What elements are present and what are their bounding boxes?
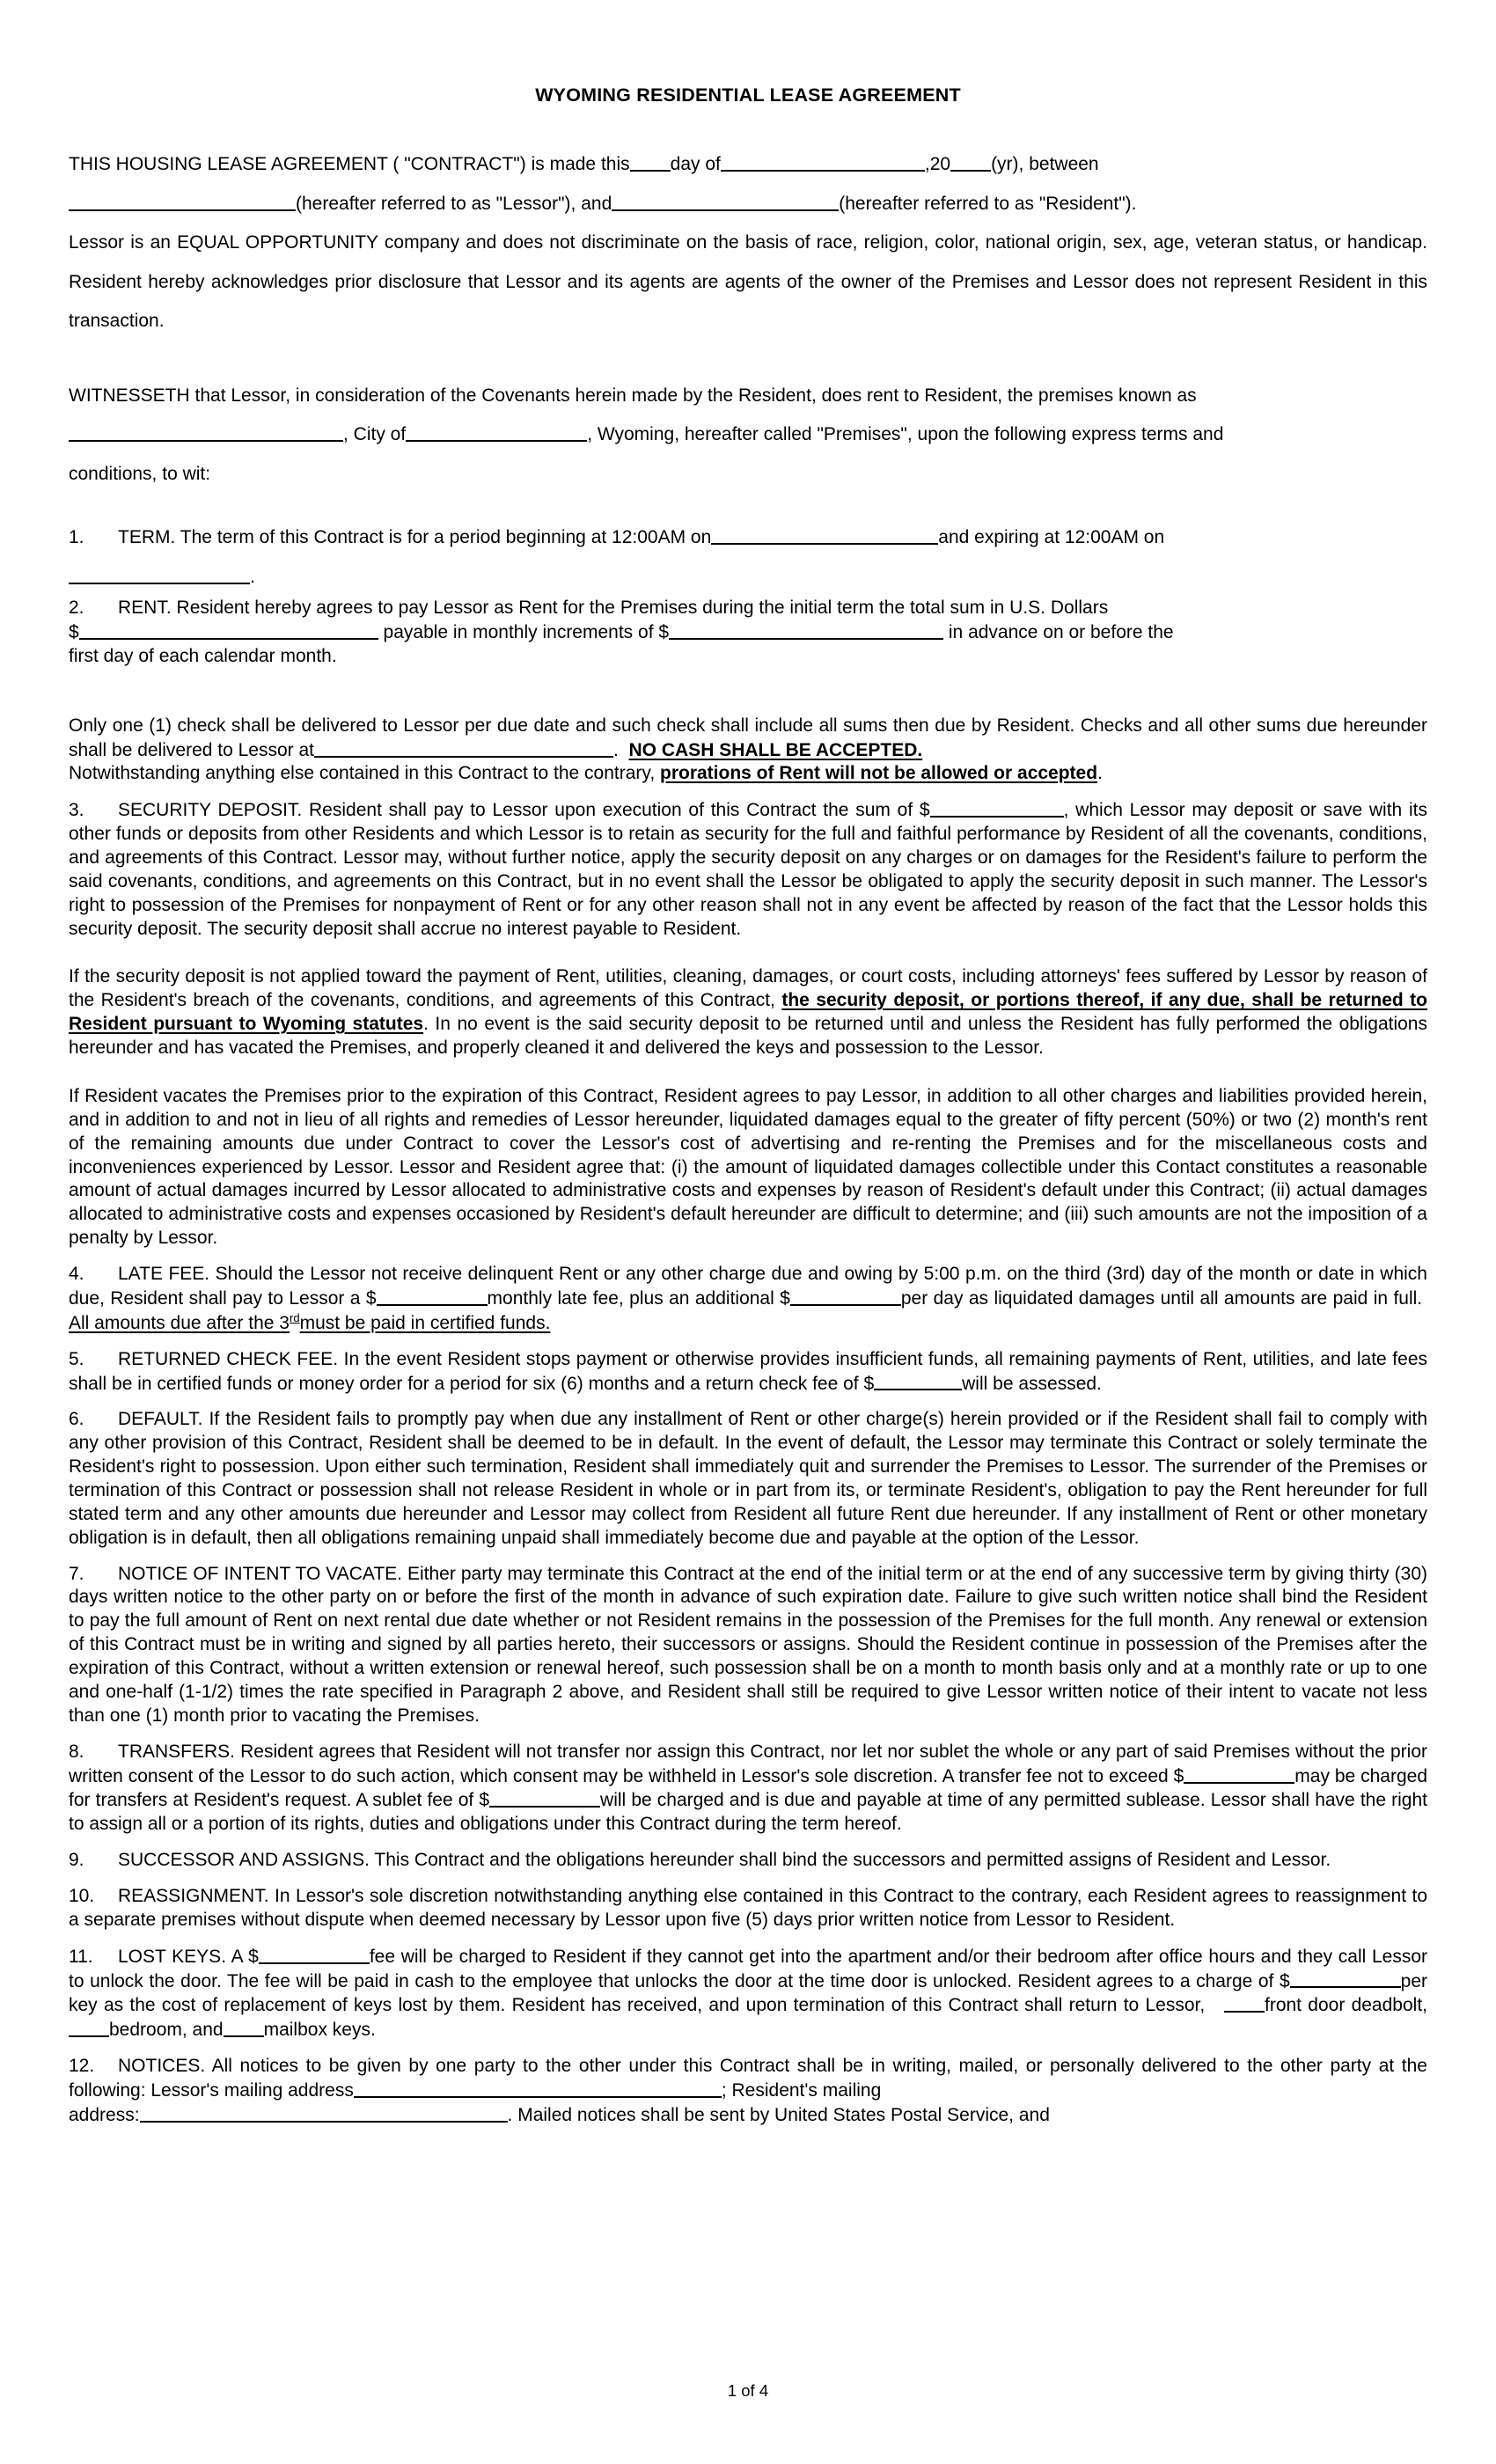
day-blank[interactable] bbox=[630, 152, 671, 172]
intro-p1-part-b: day of bbox=[670, 154, 721, 174]
intro-p1-part-a: THIS HOUSING LEASE AGREEMENT ( "CONTRACT") is made this bbox=[69, 154, 630, 174]
section-2-text-d: in advance on or before the bbox=[948, 621, 1174, 642]
certified-funds-notice-b: must be paid in certified funds. bbox=[299, 1312, 551, 1333]
section-11-text-f: mailbox keys. bbox=[263, 2020, 376, 2041]
prorations-paragraph bbox=[69, 762, 1427, 786]
prorations-notice: prorations of Rent will not be allowed or accepted bbox=[660, 763, 1098, 784]
section-12-number: 12. bbox=[69, 2055, 95, 2076]
section-12-text-b: ; Resident's mailing bbox=[721, 2079, 882, 2101]
monthly-rent-blank[interactable] bbox=[669, 620, 943, 640]
month-blank[interactable] bbox=[721, 152, 925, 172]
section-8-title: TRANSFERS. bbox=[118, 1741, 236, 1762]
section-12-notices-cont bbox=[69, 2103, 1427, 2128]
premises-paragraph bbox=[69, 415, 1427, 455]
section-9-number: 9. bbox=[69, 1850, 84, 1871]
section-1-term bbox=[69, 518, 1427, 558]
section-3-number: 3. bbox=[69, 800, 84, 821]
section-3-text-b: , which Lessor may deposit or save with its other funds or deposits from other Residents and which Lessor is to retain as security for the full and faithful performance by Resident of all the covenants, conditions, and agreements of this Contract. Lessor may, without further notice, apply the security deposit on any charges or on damages for the Resident's failure to perform the said covenants, conditions, and agreements on this Contract, but in no event shall the Lessor be obligated to apply the security deposit in such manner. The Lessor's right to possession of the Premises for nonpayment of Rent or for any other reason shall not in any event be affected by reason of the fact that the Lessor holds this security deposit. The security deposit shall accrue no interest payable to Resident. bbox=[69, 800, 1427, 939]
term-begin-blank[interactable] bbox=[711, 525, 938, 545]
mailbox-key-count-blank[interactable] bbox=[224, 2018, 264, 2037]
conditions-line: conditions, to wit: bbox=[69, 463, 211, 484]
section-2-title: RENT. bbox=[118, 598, 172, 619]
section-3-security-deposit bbox=[69, 798, 1427, 941]
equal-opportunity-paragraph: Lessor is an EQUAL OPPORTUNITY company and does not discriminate on the basis of race, religion, color, national origin, sex, age, veteran status, or handicap. Resident hereby acknowledges prior disclosure that Lessor and its agents are agents of the owner of the Premises and Lessor does not represent Resident in this transaction. bbox=[69, 232, 1427, 332]
certified-funds-notice-a: All amounts due after the 3 bbox=[69, 1312, 290, 1333]
section-4-number: 4. bbox=[69, 1264, 84, 1285]
section-9-title: SUCCESSOR AND ASSIGNS. bbox=[118, 1850, 370, 1871]
security-deposit-blank[interactable] bbox=[930, 798, 1064, 818]
delivery-address-blank[interactable] bbox=[314, 738, 613, 758]
section-3-title: SECURITY DEPOSIT. bbox=[118, 800, 303, 821]
premises-address-blank[interactable] bbox=[69, 422, 343, 442]
section-5-text-b: will be assessed. bbox=[962, 1373, 1102, 1394]
intro-p2-part-a: (hereafter referred to as "Lessor"), and bbox=[296, 193, 612, 214]
section-10-reassignment bbox=[69, 1885, 1427, 1932]
term-end-blank[interactable] bbox=[69, 565, 250, 584]
section-8-number: 8. bbox=[69, 1741, 84, 1762]
deadbolt-key-count-blank[interactable] bbox=[1224, 1993, 1265, 2013]
section-7-notice-of-intent-to-vacate bbox=[69, 1563, 1427, 1728]
transfer-fee-blank[interactable] bbox=[1184, 1764, 1294, 1784]
deposit-return-text-b: . In no event is the said security deposit to be returned until and unless the Resident has fully performed the obligations hereunder and has vacated the Premises, and properly cleaned it and delivered the keys and possession to the Lessor. bbox=[69, 1014, 1427, 1059]
late-fee-blank[interactable] bbox=[377, 1287, 488, 1306]
deposit-return-underlined: the security deposit, or portions thereof, if any due, shall be returned to Resident pursuant to Wyoming statutes bbox=[69, 990, 1428, 1035]
deposit-return-paragraph bbox=[69, 965, 1427, 1060]
intro-p2-part-b: (hereafter referred to as "Resident"). bbox=[839, 193, 1137, 214]
section-10-title: REASSIGNMENT. bbox=[118, 1885, 269, 1906]
section-4-text-b: monthly late fee, plus an additional $ bbox=[487, 1287, 790, 1309]
section-2-text-c: payable in monthly increments of $ bbox=[383, 621, 670, 642]
section-2-rent bbox=[69, 597, 1427, 620]
section-11-text-c: per key as the cost of replacement of keys lost by them. Resident has received, and upon termination of this Contract shall return to Lessor, bbox=[69, 1970, 1427, 2016]
section-2-number: 2. bbox=[69, 598, 84, 619]
resident-name-blank[interactable] bbox=[612, 192, 839, 211]
section-6-title: DEFAULT. bbox=[118, 1409, 203, 1430]
section-4-late-fee bbox=[69, 1263, 1427, 1336]
page-footer: 1 of 4 bbox=[727, 2381, 769, 2400]
section-1-title: TERM. bbox=[118, 527, 176, 548]
section-4-title: LATE FEE. bbox=[118, 1264, 210, 1285]
deposit-return-text-a: If the security deposit is not applied toward the payment of Rent, utilities, cleaning, damages, or court costs, including attorneys' fees suffered by Lessor by reason of the Resident's breach of the covenants, conditions, and agreements of this Contract, bbox=[69, 966, 1427, 1011]
witnesseth-paragraph: WITNESSETH that Lessor, in consideration of the Covenants herein made by the Resident, does rent to Resident, the premises known as bbox=[69, 385, 1197, 406]
section-3-text-a: Resident shall pay to Lessor upon execution of this Contract the sum of $ bbox=[309, 800, 930, 821]
total-rent-blank[interactable] bbox=[79, 620, 378, 640]
no-cash-notice: NO CASH SHALL BE ACCEPTED. bbox=[628, 739, 923, 760]
section-1-text-c: . bbox=[250, 566, 255, 587]
section-2-dollar: $ bbox=[69, 621, 79, 642]
intro-p1-part-c: ,20 bbox=[924, 154, 951, 174]
check-text-d: . bbox=[1097, 763, 1103, 784]
check-text-b: . bbox=[613, 739, 619, 760]
section-7-title: NOTICE OF INTENT TO VACATE. bbox=[118, 1563, 403, 1584]
intro-p1-part-d: (yr), between bbox=[991, 154, 1099, 174]
section-2-rent-line2 bbox=[69, 620, 1427, 645]
section-11-text-d: front door deadbolt, bbox=[1265, 1995, 1427, 2016]
intro-paragraph-1 bbox=[69, 145, 1427, 185]
returned-check-fee-blank[interactable] bbox=[874, 1372, 962, 1391]
section-11-text-e: bedroom, and bbox=[109, 2020, 224, 2041]
section-5-returned-check-fee bbox=[69, 1348, 1427, 1397]
section-6-number: 6. bbox=[69, 1409, 84, 1430]
lost-key-fee-blank[interactable] bbox=[259, 1945, 370, 1964]
intro-paragraph-2 bbox=[69, 185, 1427, 224]
section-11-text-b: fee will be charged to Resident if they cannot get into the apartment and/or their bedroom after office hours and they call Lessor to unlock the door. The fee will be paid in cash to the employee that unlocks the door at the time door is unlocked. Resident agrees to a charge of $ bbox=[69, 1946, 1428, 1991]
section-5-number: 5. bbox=[69, 1348, 84, 1369]
section-8-text-a: Resident agrees that Resident will not transfer nor assign this Contract, nor let nor sublet the whole or any part of said Premises without the prior written consent of the Lessor to do such action, which consent may be withheld in Lessor's sole discretion. A transfer fee not to exceed $ bbox=[69, 1741, 1427, 1786]
section-4-text-c: per day as liquidated damages until all amounts are paid in full. bbox=[900, 1287, 1423, 1309]
resident-mailing-address-blank[interactable] bbox=[140, 2103, 508, 2123]
liquidated-damages-paragraph: If Resident vacates the Premises prior to the expiration of this Contract, Resident agrees to pay Lessor, in addition to all other charges and liabilities provided herein, and in addition to and not in lieu of all rights and remedies of Lessor hereunder, liquidated damages equal to the greater of fifty percent (50%) or two (2) month's rent of the remaining amounts due under Contract to cover the Lessor's cost of advertising and re-renting the Premises and for the miscellaneous costs and inconveniences experienced by Lessor. Lessor and Resident agree that: (i) the amount of liquidated damages collectible under this Contact constitutes a reasonable amount of actual damages incurred by Lessor allocated to administrative costs and expenses by reason of Resident's default under this Contract; (ii) actual damages allocated to administrative costs and expenses occasioned by Resident's default hereunder are difficult to determine; and (iii) such amounts are not the imposition of a penalty by Lessor. bbox=[69, 1085, 1427, 1249]
check-text-a: Only one (1) check shall be delivered to Lessor per due date and such check shall include all sums then due by Resident. Checks and all other sums due hereunder shall be delivered to Lessor at bbox=[69, 715, 1427, 760]
section-11-number: 11. bbox=[69, 1946, 93, 1967]
section-8-transfers bbox=[69, 1741, 1427, 1837]
section-2-text-a: Resident hereby agrees to pay Lessor as Rent for the Premises during the initial term the total sum in U.S. Dollars bbox=[176, 598, 1109, 619]
lessor-mailing-address-blank[interactable] bbox=[354, 2079, 722, 2098]
section-2-rent-line3: first day of each calendar month. bbox=[69, 645, 337, 666]
section-7-text: Either party may terminate this Contract at the end of the initial term or at the end of any successive term by giving thirty (30) days written notice to the other party on or before the first of the month in advance of such expiration date. Failure to give such written notice shall bind the Resident to pay the full amount of Rent on next rental due date whether or not Resident remains in the possession of the Premises for the full month. Any renewal or extension of this Contract must be in writing and signed by all parties hereto, their successors or assigns. Should the Resident continue in possession of the Premises after the expiration of this Contract, without a written extension or renewal hereof, such possession shall be on a month to month basis only and at a monthly rate or up to one and one-half (1-1/2) times the rate specified in Paragraph 2 above, and Resident shall still be required to give Lessor written notice of their intent to vacate not less than one (1) month prior to vacating the Premises. bbox=[69, 1563, 1427, 1726]
section-1-text-a: The term of this Contract is for a period beginning at 12:00AM on bbox=[180, 527, 712, 548]
section-8-text-b: may be charged for transfers at Resident's request. A sublet fee of $ bbox=[69, 1765, 1428, 1811]
bedroom-key-count-blank[interactable] bbox=[69, 2018, 109, 2037]
section-4-text-a: Should the Lessor not receive delinquent Rent or any other charge due and owing by 5:00 p.m. on the third (3rd) day of the month or date in which due, Resident shall pay to Lessor a $ bbox=[69, 1264, 1427, 1309]
section-1-number: 1. bbox=[69, 527, 84, 548]
section-8-text-c: will be charged and is due and payable at time of any permitted sublease. Lessor shall have the right to assign all or a portion of its rights, duties and obligations under this Contract during the term hereof. bbox=[69, 1790, 1427, 1835]
section-12-text-d: . Mailed notices shall be sent by United States Postal Service, and bbox=[507, 2104, 1050, 2125]
section-10-number: 10. bbox=[69, 1885, 95, 1906]
section-11-title: LOST KEYS. bbox=[118, 1946, 227, 1967]
page-title: WYOMING RESIDENTIAL LEASE AGREEMENT bbox=[535, 84, 961, 106]
section-11-lost-keys bbox=[69, 1945, 1427, 2042]
section-1-term-cont bbox=[69, 558, 1427, 598]
section-12-notices bbox=[69, 2055, 1427, 2103]
premises-city-blank[interactable] bbox=[406, 422, 587, 442]
section-11-text-a: A $ bbox=[231, 1946, 259, 1967]
section-5-title: RETURNED CHECK FEE. bbox=[118, 1348, 339, 1369]
section-6-default bbox=[69, 1408, 1427, 1550]
section-5-text-a: In the event Resident stops payment or otherwise provides insufficient funds, all remaining payments of Rent, utilities, and late fees shall be in certified funds or money order for a period for six (6) months and a return check fee of $ bbox=[69, 1348, 1427, 1394]
section-9-text: This Contract and the obligations hereunder shall bind the successors and permitted assigns of Resident and Lessor. bbox=[374, 1850, 1331, 1871]
section-10-text: In Lessor's sole discretion notwithstanding anything else contained in this Contract to the contrary, each Resident agrees to reassignment to a separate premises without dispute when deemed necessary by Lessor upon five (5) days prior written notice from Lessor to Resident. bbox=[69, 1885, 1428, 1930]
year-blank[interactable] bbox=[950, 152, 991, 172]
ordinal-suffix: rd bbox=[290, 1310, 300, 1324]
key-replacement-fee-blank[interactable] bbox=[1290, 1969, 1401, 1989]
section-9-successor-and-assigns bbox=[69, 1849, 1427, 1873]
section-12-text-c: address: bbox=[69, 2104, 140, 2125]
daily-late-fee-blank[interactable] bbox=[790, 1287, 901, 1306]
sublet-fee-blank[interactable] bbox=[489, 1788, 600, 1808]
lessor-name-blank[interactable] bbox=[69, 192, 296, 211]
section-6-text: If the Resident fails to promptly pay when due any installment of Rent or other charge(s) herein provided or if the Resident shall fail to comply with any other provision of this Contract, Resident shall be deemed to be in default. In the event of default, the Lessor may terminate this Contract or solely terminate the Resident's right to possession. Upon either such termination, Resident shall immediately quit and surrender the Premises to Lessor. The surrender of the Premises or termination of this Contract or possession shall not release Resident in whole or in part from its, or terminate Resident's, obligation to pay the Rent hereunder for full stated term and any other amounts due hereunder and Lessor may collect from Resident all future Rent due hereunder. If any installment of Rent or other monetary obligation is in default, then all obligations remaining unpaid shall immediately become due and payable at the option of the Lessor. bbox=[69, 1409, 1427, 1548]
section-12-text-a: All notices to be given by one party to the other under this Contract shall be in writing, mailed, or personally delivered to the other party at the following: Lessor's mailing address bbox=[69, 2055, 1427, 2101]
section-7-number: 7. bbox=[69, 1563, 84, 1584]
check-paragraph bbox=[69, 715, 1427, 763]
check-text-c: Notwithstanding anything else contained in this Contract to the contrary, bbox=[69, 763, 656, 784]
premises-part-b: , Wyoming, hereafter called "Premises", upon the following express terms and bbox=[587, 424, 1224, 445]
section-1-text-b: and expiring at 12:00AM on bbox=[938, 527, 1165, 548]
section-12-title: NOTICES. bbox=[118, 2055, 206, 2076]
premises-part-a: , City of bbox=[343, 424, 407, 445]
